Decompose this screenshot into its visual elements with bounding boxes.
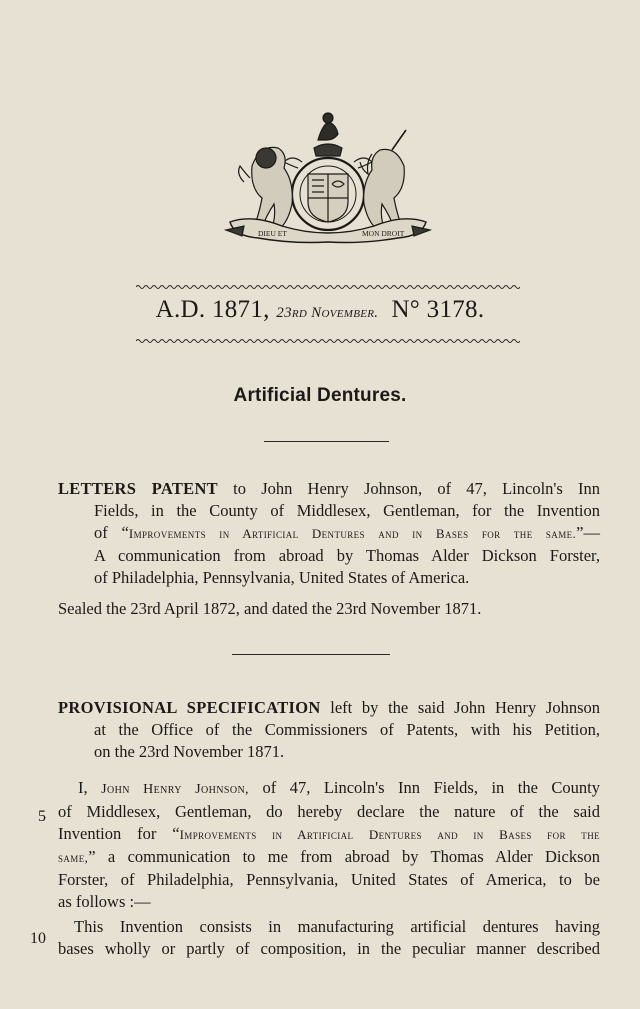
motto-right: MON DROIT <box>362 229 405 238</box>
provisional-heading: PROVISIONAL SPECIFICATION <box>58 698 321 717</box>
line-number: 5 <box>38 808 46 825</box>
provisional-specification-paragraph: PROVISIONAL SPECIFICATION left by the said John Henry Johnson at the Office of the Commissioners of Patents, with his Petition, on the 23rd November 1871. <box>58 698 600 761</box>
line-number: 10 <box>30 930 46 947</box>
decorative-wavy-rule <box>136 338 520 344</box>
letters-patent-heading: LETTERS PATENT <box>58 479 218 498</box>
patent-header <box>0 296 640 324</box>
letters-patent-paragraph: LETTERS PATENT to John Henry Johnson, of 47, Lincoln's Inn Fields, in the County of Middlesex, Gentleman, for the Invention of “Improvements in Artificial Dentures and in Bases for the same.”— A communication from abroad by Thomas Alder Dickson Forster, of Philadelphia, Pennsylvania, United States of America. <box>58 479 600 587</box>
sealed-line: Sealed the 23rd April 1872, and dated the 23rd November 1871. <box>58 599 482 618</box>
motto-left: DIEU ET <box>258 229 287 238</box>
short-divider <box>264 441 389 442</box>
document-title: Artificial Dentures. <box>233 385 407 406</box>
royal-coat-of-arms-icon <box>222 104 434 246</box>
patent-number: N° 3178. <box>391 296 485 323</box>
decorative-wavy-rule <box>136 284 520 290</box>
ad-year: A.D. 1871, <box>155 296 270 323</box>
patent-date: 23rd November. <box>276 305 379 321</box>
specification-body: I, John Henry Johnson, of 47, Lincoln's Inn Fields, in the County of Middlesex, Gentleman, do hereby declare the nature of the said Invention for “Improvements in Artificial Dentures and in Bases for the same,” a communication to me from abroad by Thomas Alder Dickson Forster, of Philadelphia, Pennsylvania, United States of America, to be as follows :— This Invention consists in manufacturing artificial dentures having bases wholly or partly of composition, in the peculiar manner described <box>58 778 601 958</box>
short-divider <box>232 654 390 655</box>
